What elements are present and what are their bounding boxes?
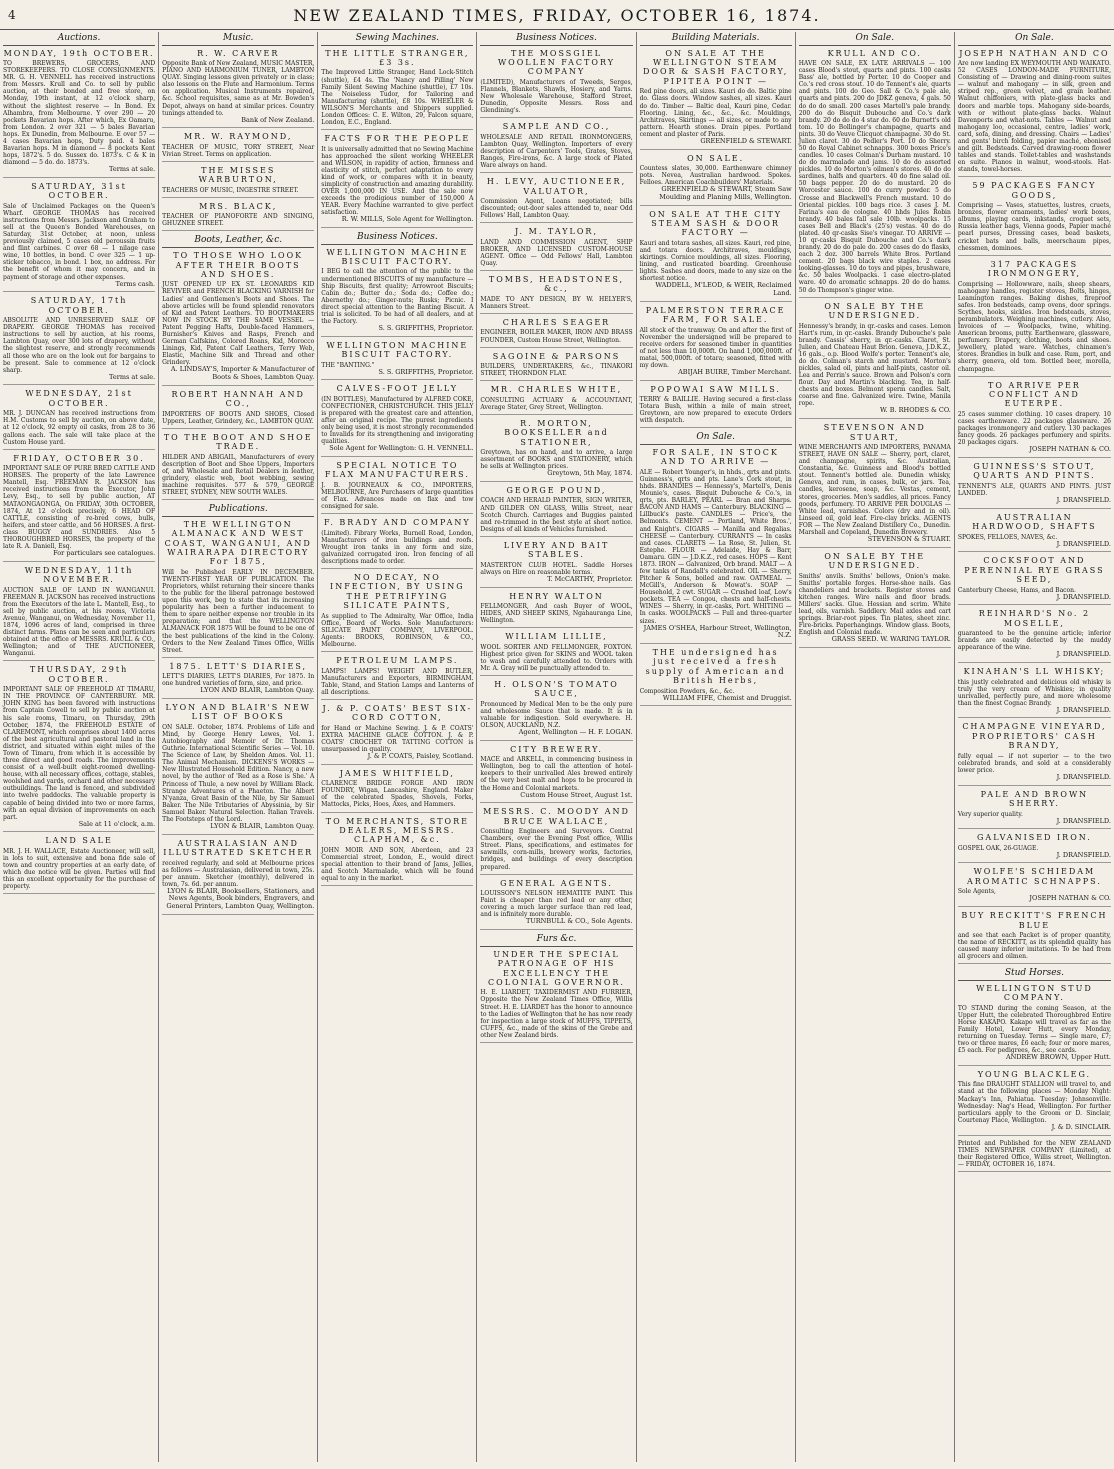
ad-signature: S. S. GRIFFITHS, Proprietor. — [378, 367, 474, 376]
section-heading: Business Notices. — [321, 232, 473, 245]
ad-body: BUILDERS, UNDERTAKERS, &c., TINAKORI STREET, THORNDON FLAT. — [480, 363, 633, 378]
ad-title: LAND SALE — [45, 836, 113, 846]
ad-body: Commission Agent, Loans negotiated; bills discounted; out-door sales attended to, near Odd Fellows' Hall, Lambton Quay. — [480, 198, 633, 220]
ad-signature: LYON & BLAIR, Booksellers, Stationers, and News Agents, Book binders, Engravers, and General Printers, Lambton Quay, Wellington. — [166, 886, 315, 911]
ad-title: SPECIAL NOTICE TO FLAX MANUFACTURERS. — [324, 461, 470, 480]
ad-title: LYON AND BLAIR'S NEW LIST OF BOOKS — [165, 703, 311, 722]
ad-title: THE MOSSGIEL WOOLLEN FACTORY COMPANY — [497, 48, 616, 77]
ad-signature: J. DRANSFIELD. — [1056, 650, 1111, 659]
ad-body: HAVE ON SALE, EX LATE ARRIVALS — 100 cases Blood's stout, quarts and pints. 100 casks Bass' ale, bottled by Porter. 10 do Cooper and Co.'s red cross stout. 10 do Tennent's ale, quarts and pints. 100 do Geo. Sall & Co.'s pale ale, quarts and pints. 200 do JDKZ geneva, 4 gals. 50 do do do small. 200 cases Martell's pale brandy. 200 do do Bisquit Dubouche and Co.'s dark brandy. 20 do do do 4 star do. 60 do Burnett's old tom. 10 do Bollinger's champagne, quarts and pints. 30 do Veuve Clicquot champagne. 30 do St. Julien claret. 30 do Pedler's Port. 10 do Sherry. 50 do Royal Cabinet schnapps. 300 boxes Price's candles. 10 cases Colman's Durham mustard. 10 do do marmalade and jams. 10 do do assorted pickles. 10 do Morton's oilmen's stores. 40 do do sardines, halfs and quarters. 40 do fine salad oil. 50 bags pepper. 20 do do mustard. 20 do Worcester sauce. 100 do curry powder. 5 do Crosse and Blackwell's French mustard. 10 do Oriental pickles. 100 bags rice. 3 cases J. M. Farina's eau de cologne. 40 hhds Jules Robin brandy. 40 bales fall sale 10lb. woolpacks. 15 cases Bell and Black's (25's) vestas. 40 do do plated. 40 qr-casks Sise's vinegar. TO ARRIVE — 10 qr-casks Bisquit Dubouche and Co.'s dark brandy. 20 do do pale do. 200 cases do do flasks, each 2 doz. 300 barrels White Bros. Portland cement. 20 bags black wire staples. 2 cases looking-glasses. 10 do toys and pipes, brushware, &c. 50 bales Woolpacks. 1 case electro-plated ware. 40 do aromatic schnapps. 20 do do hams. 50 do Thompson's ginger wine. — [798, 60, 951, 294]
section-heading: Boots, Leather, &c. — [162, 235, 314, 248]
ad-title: GALVANISED IRON. — [977, 833, 1092, 843]
ad-body: JOHN MOIR AND SON, Aberdeen, and 23 Commercial street, London, E., would direct special attention to their brand of Jams, Jellies, and Scotch Marmalade, which will be found equal to any in the market. — [321, 846, 474, 883]
advertisement — [162, 166, 314, 198]
ad-body: Very superior quality. — [957, 810, 1023, 818]
advertisement — [162, 839, 314, 915]
advertisement — [162, 202, 314, 232]
ad-title: FRIDAY, OCTOBER 30. — [13, 453, 145, 463]
advertisement — [958, 667, 1111, 718]
advertisement — [958, 1070, 1111, 1136]
advertisement — [3, 454, 155, 562]
ad-signature: J. & P. COATS, Paisley, Scotland. — [367, 752, 474, 761]
ad-body: MR. J. H. WALLACE, Estate Auctioneer, will sell, in lots to suit, extensive and bona fide sale of town and country properties at an early date, of which due notice will be given. Parties will find this an excellent opportunity for the purchase of property. — [3, 847, 156, 891]
ad-body: Red pine doors, all sizes. Kauri do do. Baltic pine do. Glass doors. Window sashes, all sizes. Kauri do do. Timber — Baltic deal, Kauri pine, Cedar. Flooring. Lining, &c., &c., &c. Mouldings, Architraves, Skirtings — all sizes, or made to any pattern. Hearth stones. Drain pipes. Portland cement and plaster of Paris. — [639, 88, 792, 138]
page-number: 4 — [8, 8, 16, 22]
ad-title: CHAMPAGNE VINEYARD, PROPRIETORS' CASH BRANDY, — [962, 722, 1107, 751]
ad-signature: Terms cash. — [115, 279, 156, 288]
advertisement — [958, 381, 1111, 458]
ad-title: H. LEVY, AUCTIONEER, VALUATOR, — [486, 177, 627, 196]
advertisement — [480, 385, 632, 415]
masthead — [0, 0, 1114, 30]
ad-body: ON SALE. October, 1874. Problems of Life and Mind, by George Henry Lewes, Vol. 1. Autobiography and Memoir of Dr. Thomas Guthrie. International Scientific Series — Vol. 10. The Science of Law, by Sheldon Amos. Vol. 11. The Animal Mechanism. DICKENS'S WORKS — New Illustrated Household Edition. Nancy, a new novel, by the author of 'Red as a Rose is She.' A Princess of Thule, a new novel by William Black. Strange Adventures of a Phaeton. The Albert N'yanza, Great Basin of the Nile, by Sir Samuel Baker. The Nile Tributaries of Abyssinia, by Sir Samuel Baker. Natural Selection. Italian Travels. The Footsteps of the Lord. — [162, 723, 315, 823]
ad-title: F. BRADY AND COMPANY — [324, 518, 471, 528]
advertisement — [3, 182, 155, 292]
ad-body: fully equal — if not superior — to the two celebrated brands, and sold at a considerably lower price. — [957, 752, 1111, 774]
ad-title: PALMERSTON TERRACE FARM, FOR SALE. — [645, 305, 786, 325]
ad-body: Canterbury Cheese, Hams, and Bacon. — [957, 586, 1076, 594]
ad-title: POPOWAI SAW MILLS. — [650, 384, 781, 394]
ad-body: Will be Published EARLY IN DECEMBER. TWENTY-FIRST YEAR OF PUBLICATION. The Proprietors, whilst returning their sincere thanks to the public for the liberal patronage bestowed upon this work, beg to state that its increasing popularity has been a further inducement to them to spare neither expense nor trouble in its preparation; and that the WELLINGTON ALMANACK FOR 1875 Will be found to be one of the best publications of the kind in the Colony. Orders to the New Zealand Times Office, Willis Street. — [162, 568, 315, 654]
ad-title: THE LITTLE STRANGER, £3 3s. — [325, 48, 470, 68]
advertisement — [799, 49, 951, 298]
ad-signature: A. LINDSAY'S, Importer & Manufacturer of Boots & Shoes, Lambton Quay. — [170, 365, 315, 381]
advertisement — [3, 566, 155, 662]
advertisement — [958, 181, 1111, 255]
ad-signature: J. DRANSFIELD. — [1056, 773, 1111, 782]
advertisement — [480, 592, 632, 629]
ad-title: UNDER THE SPECIAL PATRONAGE OF HIS EXCELLENCY THE COLONIAL GOVERNOR. — [488, 949, 625, 987]
ad-body: (LIMITED), Manufacturers of Tweeds, Serges, Flannels, Blankets, Shawls, Hosiery, and Yarns. New Wholesale Warehouse, Stafford Street, Dunedin, Opposite Messrs. Ross and Glendining's. — [480, 78, 633, 115]
ad-title: ON SALE. — [687, 153, 745, 163]
advertisement — [480, 879, 632, 930]
advertisement — [958, 1140, 1111, 1172]
advertisement — [480, 680, 632, 741]
column-3 — [318, 32, 477, 1462]
ad-signature: GREENFIELD & STEWART. — [700, 136, 792, 145]
ad-signature: Sole Agent for Wellington: G. H. VENNELL. — [329, 444, 474, 453]
ad-title: TO MERCHANTS, STORE DEALERS, MESSRS. CLAPHAM, &c. — [325, 816, 469, 845]
ad-body: LOUISSON'S NELSON HEMATITE PAINT. This Paint is cheaper than red lead or any other, covering a much larger surface than red lead, and is infinitely more durable. — [480, 890, 633, 919]
advertisement — [321, 704, 473, 765]
advertisement — [321, 573, 473, 652]
ad-body: The Improved Little Stranger, Hand Lock-Stitch (shuttle), £4 4s. The 'Nancy and Pilling' New Family Silent Sewing Machine (shuttle), £7 10s. The Noiseless Tudor, for Tailoring and Manufacturing (shuttle), £8 10s. WHEELER & WILSON'S Merchants and Shippers supplied. London Offices: C. E. Wilton, 29, Falcon square, London, E.C., England. — [321, 69, 474, 127]
ad-title: KINAHAN'S LL WHISKY; — [963, 667, 1106, 677]
ad-signature: J. DRANSFIELD. — [1056, 816, 1111, 825]
ad-title: REINHARD'S No. 2 MOSELLE, — [978, 609, 1091, 628]
ad-title: R. MORTON, BOOKSELLER and STATIONER, — [504, 418, 609, 447]
ad-title: ON SALE BY THE UNDERSIGNED. — [824, 301, 926, 321]
ad-title: ON SALE BY THE UNDERSIGNED. — [824, 551, 926, 571]
ad-body: As supplied to The Admiralty, War Office, India Office, Board of Works. Sole Manufacturers: SILICATE PAINT COMPANY, LIVERPOOL. Agents: BROOKS, ROBINSON, & CO., Melbourne. — [321, 612, 474, 649]
ad-title: 317 PACKAGES IRONMONGERY, — [987, 259, 1082, 279]
ad-title: WELLINGTON MACHINE BISCUIT FACTORY. — [326, 247, 469, 267]
ad-title: AUSTRALASIAN AND ILLUSTRATED SKETCHER — [163, 838, 314, 858]
ad-body: Printed and Published for the NEW ZEALAND TIMES NEWSPAPER COMPANY (Limited), at their Registered Office, Willis street, Wellington. — FRIDAY, OCTOBER 16, 1874. — [957, 1139, 1111, 1168]
ad-body: TO BREWERS, GROCERS, AND STOREKEEPERS. TO CLOSE CONSIGNMENTS. MR. G. H. VENNELL has received instructions from Messrs. Krull and Co. to sell by public auction, at their bonded and free store, on Monday, 19th instant, at 12 o'clock sharp, without the slightest reserve — In Bond. Ex Alhambra, from Melbourne. Y over 290 — 20 pockets Bavarian hops. After which, Ex Oamaru, from London. 2 over 321 — 5 bales Bavarian hops. Ex Dunedin, from Melbourne. E over 57 — 4 cases Bavarian hops, Duty paid. 4 bales Bavarian hops. M in diamond — 8 pockets Kent hops, 1872's. 5 do. Sussex do. 1873's. C & K in diamond — 5 do. do. 1873's. — [3, 60, 156, 167]
ad-body: TEACHER OF MUSIC, TORY STREET, Near Vivian Street. Terms on application. — [162, 143, 315, 158]
ad-signature: Bank of New Zealand. — [241, 115, 315, 124]
ad-title: ON SALE AT THE CITY STEAM SASH & DOOR FACTORY — — [649, 209, 783, 238]
ad-title: CHARLES SEAGER — [502, 318, 611, 328]
ad-body: WINE MERCHANTS AND IMPORTERS, PANAMA STREET, HAVE ON SALE — Sherry, port, claret, and champagne, spirits, &c. Australian, Constantia, &c. Guinness and Blood's bottled stout. Tennent's bottled ale. Dunedin whisky, Geneva, and rum, in cases, bulk, or jars. Tea, candles, kerosene, soap, &c. Vestas, cement, stores, groceries. Men's saddles, all prices. Fancy goods, perfumery. TO ARRIVE PER DOUGLAS — White lead, varnishes. Colors (dry and in oil). Linseed oil, gold leaf. Fire-clay bricks. AGENTS FOR — The New Zealand Distillery Co., Dunedin. Marshall and Copeland, Dunedin Brewery. — [798, 443, 951, 536]
section-heading: Business Notices. — [480, 33, 632, 46]
ad-body: TEACHERS OF MUSIC, INGESTRE STREET. — [162, 186, 299, 194]
ad-body: H. E. LIARDET, TAXIDERMIST AND FURRIER, Opposite the New Zealand Times Office, Willis Street. H. E. LIARDET has the honor to announce to the Ladies of Wellington that he has now ready for inspection a large stock of MUFFS, TIPPETS, CUFFS, &c., made of the skins of the Grebe and other New Zealand birds. — [480, 989, 633, 1039]
ad-signature: For particulars see catalogues. — [53, 549, 156, 558]
ad-body: TENNENT'S ALE, QUARTS AND PINTS. JUST LANDED. — [957, 482, 1111, 497]
ad-title: GUINNESS'S STOUT, QUARTS AND PINTS. — [973, 461, 1096, 481]
advertisement — [162, 251, 314, 386]
ad-title: BUY RECKITT'S FRENCH BLUE — [961, 911, 1108, 930]
ad-body: (Limited). Fibrary Works, Burnell Road, London, Manufacturers of iron buildings and roofs. Wrought iron tanks in any form and size, galvanized corrugated iron. Iron fencing of all descriptions made to order. — [321, 529, 474, 565]
advertisement — [321, 769, 473, 813]
ad-body: TEACHER OF PIANOFORTE AND SINGING, GHUZNEE STREET. — [162, 213, 315, 228]
ad-body: Smiths' anvils. Smiths' bellows, Onion's make. Smiths' portable forges. Horse-shoe nails. Gas chandeliers and brackets. Register stoves and kitchen ranges. Wire nails and floor brads. Millers' sacks. Glue. Hessian and scrim. White lead, oils, varnish. Saddlery. Mail axles and cart springs. Briar-root pipes. Tin plates, sheet zinc. Fire-bricks. Paperhangings. Window glass. Boots, English and Colonial made. — [798, 572, 951, 637]
ad-body: J. B. JOURNEAUX & CO., IMPORTERS, MELBOURNE, Are Purchasers of large quantities of Flax. Advances made on flax and tow consigned for sale. — [321, 481, 474, 511]
ad-body: CONSULTING ACTUARY & ACCOUNTANT, Average Stater, Grey Street, Wellington. — [480, 396, 633, 411]
advertisement — [162, 132, 314, 162]
ad-title: MONDAY, 19th OCTOBER. — [3, 48, 155, 58]
advertisement — [321, 656, 473, 700]
ad-title: MR. W. RAYMOND, — [184, 132, 293, 142]
ad-body: received regularly, and sold at Melbourne prices as follows — Australasian, delivered in town, 25s. per annum. Sketcher (monthly), delivered in town, 7s. 6d. per annum. — [162, 859, 315, 888]
ad-title: SAGOINE & PARSONS — [492, 351, 621, 361]
ad-title: WILLIAM LILLIE, — [505, 632, 608, 642]
ad-title: CITY BREWERY. — [510, 744, 603, 754]
ad-title: R. W. CARVER — [197, 48, 280, 58]
advertisement — [321, 384, 473, 457]
advertisement — [958, 833, 1111, 863]
ad-body: LETT'S DIARIES, LETT'S DIARIES, For 1875. In one hundred varieties of form, size, and price. — [162, 673, 315, 688]
ad-title: SAMPLE AND CO., — [502, 122, 611, 132]
ad-title: TO THE BOOT AND SHOE TRADE. — [163, 432, 313, 452]
advertisement — [162, 49, 314, 129]
ad-title: ON SALE AT THE WELLINGTON STEAM DOOR & SASH FACTORY, PIPITEA POINT — — [643, 48, 789, 86]
ad-body: IMPORTANT SALE OF PURE BRED CATTLE AND HORSES. The property of the late Lawrence Mantell, Esq. FREEMAN R. JACKSON has received instructions from the Executor, John Levy, Esq., to sell by public auction, AT MATAONGAONGA, On FRIDAY, 30th OCTOBER, 1874, At 12 o'clock precisely, 6 HEAD OF CATTLE, consisting of re-bred cows, bulls, heifers, and steer cattle, and 56 HORSES. A first-class BUGGY and SUNDRIES. Also 5 THOROUGHBRED HORSES, the property of the late R. A. Daniell, Esq. — [3, 465, 156, 550]
section-heading: Building Materials. — [640, 33, 792, 46]
advertisement — [321, 49, 473, 131]
ad-signature: WILLIAM FIFE, Chemist and Druggist. — [662, 693, 792, 702]
ad-signature: TURNBULL & CO., Sole Agents. — [525, 917, 633, 926]
ad-signature: S. S. GRIFFITHS, Proprietor. — [378, 324, 474, 333]
ad-body: WOOL SORTER AND FELLMONGER, FOXTON. Highest price given for SKINS and WOOL taken to wash and carefully attended to. Orders with Mr. A. Gray will be punctually attended to. — [480, 643, 633, 672]
ad-body: IMPORTERS OF BOOTS AND SHOES, Closed Uppers, Leather, Grindery, &c., LAMBTON QUAY. — [162, 410, 315, 425]
ad-title: THURSDAY, 29th OCTOBER. — [29, 665, 129, 684]
ad-body: FELLMONGER, And cash Buyer of WOOL, HIDES, AND SHEEP SKINS, Ngahauranga Line, Wellington. — [480, 602, 633, 625]
section-heading: Music. — [162, 33, 314, 46]
ad-body: Sale of Unclaimed Packages on the Queen's Wharf. GEORGE THOMAS has received instructions from Messrs. Jackson and Graham to sell at the Queen's Bonded Warehouses, on Saturday, 31st October, at noon, unless previously claimed, 5 cases old peroussin fruits and flint carbines. C over 68 — 1 nilage case wine, 10 bottles, in bond. C over 325 — 1 up-sticker tobacco, in bond. 1 box, no address. For the benefit of whom it may concern, and in payment of storage and other expenses. — [3, 202, 156, 281]
ad-title: MR. CHARLES WHITE, — [490, 385, 623, 395]
ad-body: AUCTION SALE OF LAND IN WANGANUI. FREEMAN R. JACKSON has received instructions from the Executors of the late L. Mantell, Esq., to sell by public auction, at his rooms, Victoria Avenue, Wanganui, on Wednesday, November 11, 1874, 1096 acres of land, comprised in three distinct farms. Plans can be seen and particulars obtained at the office of MESSRS. KRULL & CO., Wellington; and of THE AUCTIONEER, Wanganui. — [3, 586, 156, 658]
column-2 — [159, 32, 318, 1462]
ad-body: ABSOLUTE AND UNRESERVED SALE OF DRAPERY. GEORGE THOMAS has received instructions to sell by auction, at his rooms, Lambton Quay, over 300 lots of drapery, without the slightest reserve, and strongly recommends all those who are on the look out for bargains to be present. Sale to commence at 12 o'clock sharp. — [3, 317, 156, 374]
ad-body: Sole Agents, — [957, 888, 996, 896]
ad-title: THE MISSES WARBURTON, — [198, 165, 278, 185]
column-5 — [637, 32, 796, 1462]
advertisement — [3, 836, 155, 894]
advertisement — [321, 248, 473, 337]
ad-signature: JOSEPH NATHAN & CO. — [1029, 894, 1111, 903]
ad-body: JUST OPENED UP EX ST. LEONARDS KID REVIVER and FRENCH BLACKING VARNISH for Ladies' and Gentlemen's Boots and Shoes. The above articles will be found splendid renovators of Kid and Patent Leathers. TO BOOTMAKERS NOW IN STOCK BY THE SAME VESSEL — Patent Pegging Hafts, Double-faced Hammers, Burnisher's Knives and Rasps, French and German Calfskins, Colored Roans, Kid, Morocco Linings, Kid, Patent Calf Leathers, Terry Web, Elastic, Machine Silk and Thread and other Grindery. — [162, 281, 315, 367]
advertisement — [640, 385, 792, 429]
ad-body: (IN BOTTLES), Manufactured by ALFRED COKE, CONFECTIONER, CHRISTCHURCH. THIS JELLY is prepared with the greatest care and attention, after an original recipe. The purest ingredients only being used, it is most strongly recommended to Invalids for its strengthening and invigorating qualities. — [321, 395, 474, 446]
advertisement — [640, 648, 792, 706]
ad-body: MASTERTON CLUB HOTEL. Saddle Horses always on Hire on reasonable terms. — [480, 561, 633, 576]
advertisement — [958, 984, 1111, 1066]
ad-title: JOSEPH NATHAN AND CO — [959, 48, 1110, 58]
column-7 — [955, 32, 1114, 1462]
ad-signature: Agent, Wellington — H. F. LOGAN. — [518, 728, 633, 737]
ad-signature: Terms at sale. — [109, 165, 156, 174]
ad-signature: LYON & BLAIR, Lambton Quay. — [210, 821, 315, 830]
ad-title: FACTS FOR THE PEOPLE — [324, 134, 471, 144]
advertisement — [321, 518, 473, 569]
advertisement — [162, 520, 314, 658]
ad-body: WHOLESALE AND RETAIL IRONMONGERS, Lambton Quay, Wellington. Importers of every description of Carpenters' Tools, Grates, Stoves, Ranges, Fire-irons, &c. A large stock of Plated Ware always on hand. — [480, 133, 633, 170]
ad-body: 25 cases summer clothing. 10 cases drapery. 10 cases earthenware. 22 packages glassware. 26 packages ironmongery and cutlery. 130 packages fancy goods. 26 packages perfumery and spirits. 20 packages cigars. — [957, 410, 1111, 447]
advertisement — [480, 227, 632, 271]
advertisement — [799, 423, 951, 548]
ad-body: HILDER AND ABIGAIL, Manufacturers of every description of Boot and Shoe Uppers, Importers of, and Wholesale and Retail Dealers in leather, grindery, elastic web, boot webbing, sewing machine requisites. 577 & 579, GEORGE STREET, SYDNEY, NEW SOUTH WALES. — [162, 453, 315, 496]
ad-title: J. & P. COATS' BEST SIX-CORD COTTON, — [322, 703, 473, 723]
advertisement — [480, 486, 632, 537]
advertisement — [480, 275, 632, 314]
advertisement — [480, 419, 632, 482]
advertisement — [958, 911, 1111, 964]
ad-title: GENERAL AGENTS. — [500, 878, 613, 888]
page-title: NEW ZEALAND TIMES, FRIDAY, OCTOBER 16, 1874. — [293, 6, 821, 25]
advertisement — [640, 210, 792, 302]
ad-title: WELLINGTON STUD COMPANY. — [976, 983, 1093, 1003]
ad-body: ALE — Robert Younger's, in hhds., qrts and pints. Guinness's, qrts and pts. Lane's Cork stout, in hhds. BRANDIES — Hennessy's, Martell's, Denis Mounie's, cases. Bisquit Dubouche & Co.'s, in qrts, pts. BARLEY, PEARL — Bran and Sharps. BACON AND HAMS — Canterbury. BLACKING — Lillbuck's paste. CANDLES — Price's, the Belmonts. CEMENT — Portland, White Bros.', and Knight's. CIGARS — Manilla and Regalias. CHEESE — Canterbury. CURRANTS — In casks and cases. CLARETS — La Rose, St. Julien, St. Estephe. FLOUR — Adelaide, Hay & Barr, Oamaru. GIN — J.D.K.Z., red cases. HOPS — Kent 1873. IRON — Galvanized, Orb brand. MALT — A few tanks of Randall's celebrated. OIL — Sherry, Pitcher & Sons, boiled and raw. OATMEAL — McGill's, Anderson & Mowat's. SOAP — Household, 2 cwt. SUGAR — Crushed loaf, Low's pockets. TEA — Congou, chests and half-chests. WINES — Sherry, in qr.-casks, Port. WHITING — In casks. WOOLPACKS — Full and three-quarter sizes. — [639, 468, 792, 625]
ad-signature: GREENFIELD & STEWART, Steam Saw Moulding and Planing Mills, Wellington. — [659, 185, 792, 201]
section-heading: Sewing Machines. — [321, 33, 473, 46]
section-heading: Stud Horses. — [958, 968, 1111, 981]
ad-body: and see that each Packet is of proper quantity, the name of RECKITT, as its splendid quality has caused many inferior imitations. To be had from all grocers and oilmen. — [957, 931, 1111, 961]
advertisement — [480, 745, 632, 803]
ad-body: Are now landing EX WEYMOUTH AND WAIKATO. 52 CASES LONDON-MADE FURNITURE, Consisting of — Drawing and dining-room suites — walnut and mahogany — in silk, green and striped rep., green velvet, and grain leather. Walnut chiffoniers, with plate-glass backs and doors and marble tops. Mahogany side-boards, with or without plate-glass backs. Walnut Davenports and what-nots. Tables — Walnut and mahogany loo, occasional, centre, ladies' work, card, sofa, dining, and dressing. Chairs — Ladies' and gents' birch folding, papier maché, ebonised and gilt. Bedsteads. Carved drawing-room flower tables and stands. Toilet-tables and washstands en suite. Pianos in walnut, wood-stools. Hat-stands, towel-horses. — [957, 60, 1111, 174]
advertisement — [321, 134, 473, 228]
ad-title: SATURDAY, 31st OCTOBER. — [31, 181, 127, 201]
advertisement — [799, 552, 951, 648]
ad-signature: STEVENSON & STUART. — [867, 534, 951, 543]
advertisement — [799, 302, 951, 419]
ad-title: WEDNESDAY, 11th NOVEMBER. — [24, 565, 134, 585]
advertisement — [640, 448, 792, 644]
ad-body: this justly celebrated and delicious old whisky is truly the very cream of Whiskies; in quality unrivalled, perfectly pure, and more wholesome than the finest Cognac Brandy. — [957, 678, 1111, 707]
ad-title: MESSRS. C. MOODY AND BRUCE WALLACE, — [483, 807, 630, 826]
column-6 — [796, 32, 955, 1462]
advertisement — [321, 341, 473, 381]
ad-body: Comprising — Hollowware, nails, sheep shears, mahogany handles, register stoves, Bolts, hinges, Leamington ranges. Baking dishes, fireproof safes. Iron bedsteads, camp ovens, door springs. Scythes, hooks, sickles. Iron bedsteads, stoves, perambulators. Weighing machines, cutlery. Also, Invoices of — Woolpacks, twine, whiting. American brooms, putty. Earthenware, glassware, perfumery. Drapery, clothing, boots and shoes. Jewellery, plated ware. Watches, chinamen's stores. Brandies in bulk and case. Rum, port, and sherry, geneva, old tom. Bottled beer, morella, champagne. — [957, 280, 1111, 373]
ad-title: TO ARRIVE PER CONFLICT AND EUTERPE. — [988, 380, 1081, 409]
ad-body: This fine DRAUGHT STALLION will travel to, and stand at the following places — Monday Night: Mackay's Inn, Pahiatua. Tuesday: Johnsonville. Wednesday: Nag's Head, Wellington. For further particulars apply to the Groom or D. Sinclair, Courtenay Place, Wellington. — [957, 1081, 1111, 1124]
ad-title: SATURDAY, 17th OCTOBER. — [30, 296, 128, 315]
ad-signature: JOSEPH NATHAN & CO. — [1029, 445, 1111, 454]
advertisement — [958, 260, 1111, 377]
advertisement — [640, 306, 792, 381]
ad-title: PALE AND BROWN SHERRY. — [980, 789, 1089, 809]
ad-body: Countess slates, 30,000. Earthenware chimney pots. Nevea, Australian hardwood. Spokes. Felloes. American Coachbuilders' Materials. — [639, 165, 792, 187]
ad-body: for Hand or Machine Sewing. J. & P. COATS' EXTRA MACHINE GLACE COTTON. J. & P. COATS' CROCHET OR TATTING COTTON is unsurpassed in quality. — [321, 724, 474, 754]
advertisement — [162, 390, 314, 429]
ad-body: Composition Powders, &c., &c. — [639, 687, 735, 695]
ad-body: All stock of the tramway. On and after the first of November the undersigned will be prepared to receive orders for seasoned timber in quantities of not less than 10,000ft. On hand 1,000,000ft. of matai, 500,000ft. of totara; seasoned, fitted with my down. — [639, 326, 792, 369]
advertisement — [3, 296, 155, 385]
column-4 — [477, 32, 636, 1462]
ad-title: FOR SALE, IN STOCK AND TO ARRIVE — — [652, 448, 779, 467]
ad-signature: W. B. RHODES & CO. — [880, 406, 951, 415]
ad-title: TOMBS, HEADSTONES, &c., — [488, 275, 625, 294]
ad-body: MR. J. DUNCAN has received instructions from H.M. Customs to sell by auction, on above date, at 12 o'clock, 92 empty oil casks, from 28 to 36 gallons each. The sale will take place at the Custom House yard. — [3, 410, 156, 446]
ad-title: HENRY WALTON — [509, 591, 604, 601]
ad-title: JAMES WHITFIELD, — [339, 768, 455, 778]
advertisement — [321, 817, 473, 887]
ad-title: COCKSFOOT AND PERENNIAL RYE GRASS SEED, — [964, 556, 1105, 585]
ad-signature: J. & D. SINCLAIR. — [1051, 1122, 1111, 1131]
advertisement — [480, 632, 632, 676]
ad-signature: J. DRANSFIELD. — [1056, 539, 1111, 548]
section-heading: On Sale. — [958, 33, 1111, 46]
section-heading: On Sale. — [640, 432, 792, 445]
ad-title: CALVES-FOOT JELLY — [336, 384, 459, 394]
ad-body: SPOKES, FELLOES, NAVES, &c. — [957, 533, 1058, 541]
ad-title: THE WELLINGTON ALMANACK AND WEST COAST, WANGANUI, AND WAIRARAPA DIRECTORY For 1875, — [164, 519, 312, 567]
ad-title: WEDNESDAY, 21st OCTOBER. — [25, 389, 133, 408]
ad-body: guaranteed to be the genuine article; inferior brands are easily detected by the muddy appearance of the wine. — [957, 630, 1111, 652]
ad-title: THE undersigned has just received a fresh supply of American and British Herbs, — [645, 647, 786, 686]
ad-body: Comprising — Vases, statuettes, lustres, cruets, bronzes, flower ornaments, ladies' work boxes, albums, playing cards, inkstands, croquet sets, Russia leather bags, Vienna goods, Papier maché pearl purses, Dressing cases, bead baskets, cricket bats and balls, meerschaum pipes, chessmen, dominoes. — [957, 202, 1111, 252]
advertisement — [480, 49, 632, 119]
advertisement — [958, 513, 1111, 553]
ad-signature: Sale at 11 o'clock, a.m. — [78, 819, 156, 828]
section-heading: On Sale. — [799, 33, 951, 46]
advertisement — [480, 807, 632, 874]
section-heading: Furs &c. — [480, 934, 632, 947]
advertisement — [958, 556, 1111, 605]
ad-body: TERRY & BAILLIE. Having secured a first-class Totara Bush, within a mile of main street, Greytown, are now prepared to execute Orders with despatch. — [639, 396, 792, 425]
ad-title: STEVENSON AND STUART, — [823, 423, 926, 442]
ad-body: GOSPEL OAK, 26-GUAGE. — [957, 844, 1039, 852]
advertisement — [958, 867, 1111, 907]
ad-body: LAMPS! LAMPS! WEIGHT AND BUTLER, Manufacturers and Exporters, BIRMINGHAM. Table, Stand, and Station Lamps and Lanterns of all descriptions. — [321, 667, 474, 696]
ad-signature: Custom House Street, August 1st. — [520, 790, 633, 799]
ad-body: MADE TO ANY DESIGN, BY W. HELYER'S, Manners Street. — [480, 295, 633, 310]
advertisement — [480, 122, 632, 173]
advertisement — [958, 49, 1111, 178]
ad-signature: GRASS SEED. W. WARING TAYLOR. — [831, 635, 951, 644]
ad-title: TO THOSE WHO LOOK AFTER THEIR BOOTS AND SHOES. — [173, 251, 304, 279]
advertisement — [480, 318, 632, 348]
advertisement — [958, 609, 1111, 663]
ad-signature: ANDREW BROWN, Upper Hutt. — [1005, 1053, 1111, 1062]
ad-signature: J. DRANSFIELD. — [1056, 592, 1111, 601]
ad-title: WELLINGTON MACHINE BISCUIT FACTORY. — [326, 340, 469, 360]
ad-title: 1875. LETT'S DIARIES, — [169, 661, 308, 671]
ad-signature: JAMES O'SHEA, Harbour Street, Wellington, N.Z. — [643, 623, 792, 640]
advertisement — [162, 662, 314, 699]
ad-body: ENGINEER, BOILER MAKER, IRON AND BRASS FOUNDER, Custom House Street, Wellington. — [480, 329, 633, 344]
advertisement — [3, 389, 155, 449]
ad-body: CLARENCE BRIDGE FORGE AND IRON FOUNDRY, Wigan, Lancashire, England. Maker of the celebrated Spades, Shovels, Forks, Mattocks, Picks, Hoes, Axes, and Hammers. — [321, 780, 474, 809]
ad-title: H. OLSON'S TOMATO SAUCE, — [494, 679, 619, 699]
ad-signature: Terms at sale. — [109, 372, 156, 381]
advertisement — [3, 49, 155, 178]
ad-signature: T. McCARTHY, Proprietor. — [547, 574, 633, 583]
ad-title: MRS. BLACK, — [199, 201, 278, 211]
ad-body: THE "BANTING." — [321, 361, 375, 369]
ad-signature: J. DRANSFIELD. — [1056, 496, 1111, 504]
ad-body: It is universally admitted that no Sewing Machine has approached the silent working WHEELER and WILSON, in rapidity of action, firmness and elasticity of stitch, perfect adaptation to every kind of work, or compares with it in beauty, simplicity of construction and amazing durability. OVER 1,000,000 IN USE. And the sale now exceeds the prodigious number of 150,000 A YEAR. Every Machine warranted to give perfect satisfaction. — [321, 145, 474, 217]
column-1 — [0, 32, 159, 1462]
ad-title: J. M. TAYLOR, — [514, 227, 598, 237]
ad-title: PETROLEUM LAMPS. — [336, 656, 459, 666]
advertisement — [162, 433, 314, 500]
ad-signature: J. DRANSFIELD. — [1056, 850, 1111, 859]
ad-signature: Greytown, 5th May, 1874. — [547, 469, 633, 478]
ad-body: Opposite Bank of New Zealand, MUSIC MASTER, PIANO AND HARMONIUM TUNER, LAMBTON QUAY. Singing lessons given privately or in class; also lessons on the Flute and Harmonium. Terms on application. Musical Instruments repaired, &c. School requisites, same as at Mr. Bowden's Depot, always on hand at similar prices. Country tunings attended to. — [162, 60, 315, 117]
ad-title: GEORGE POUND, — [506, 486, 607, 496]
ad-title: KRULL AND CO. — [827, 48, 922, 58]
advertisement — [958, 462, 1111, 509]
ad-signature: WADDELL, M'LEOD, & WEIR, Reclaimed Land. — [655, 281, 792, 297]
ad-title: ROBERT HANNAH AND CO., — [171, 389, 305, 409]
ad-body: IMPORTANT SALE OF FREEHOLD AT TIMARU, IN THE PROVINCE OF CANTERBURY. MR. JOHN KING has been favored with instructions from Captain Cowell to sell by public auction at his sale rooms, Timaru, on Thursday, 29th October, 1874, the FREEHOLD ESTATE of CLAREMONT, which comprises about 1400 acres of the best agricultural and pastoral land in the district, and situated within eight miles of the Town of Timaru, from which it is accessible by three direct and good roads. The improvements consist of a well-built eight-roomed dwelling-house, with all necessary offices, cottage, stables, woolshed and yards, orchard and other necessary outbuildings. The land is fenced, and subdivided into twelve paddocks. The valuable property is capable of being divided into two or more farms, with an equal division of improvements on each part. — [3, 686, 156, 821]
advertisement — [958, 790, 1111, 830]
advertisement — [480, 352, 632, 382]
advertisement — [480, 541, 632, 588]
ad-body: LAND AND COMMISSION AGENT, SHIP BROKER, AND LICENSED CUSTOM-HOUSE AGENT. Office — Odd Fellows' Hall, Lambton Quay. — [480, 238, 633, 267]
advertisement — [480, 177, 632, 223]
ad-title: 59 PACKAGES FANCY GOODS, — [972, 181, 1097, 200]
ad-body: Consulting Engineers and Surveyors. Central Chambers, over the Evening Post office, Willis Street. Plans, specifications, and estimates for sawmills, corn-mills, brewery works, factories, bridges, and buildings of every description prepared. — [480, 828, 633, 871]
advertisement — [640, 49, 792, 150]
advertisement — [3, 665, 155, 832]
advertisement — [162, 703, 314, 835]
ad-body: Greytown, has on hand, and to arrive, a large assortment of BOOKS and STATIONERY, which he sells at Wellington prices. — [480, 449, 633, 471]
advertisement — [640, 154, 792, 206]
ad-signature: R. W. MILLS, Sole Agent for Wellington. — [341, 215, 474, 224]
ad-signature: LYON AND BLAIR, Lambton Quay. — [200, 686, 315, 695]
ad-signature: ABIJAH BUIRE, Timber Merchant. — [678, 367, 792, 376]
ad-title: WOLFE'S SCHIEDAM AROMATIC SCHNAPPS. — [966, 867, 1102, 886]
section-heading: Auctions. — [3, 33, 155, 46]
ad-signature: J. DRANSFIELD. — [1056, 705, 1111, 714]
ad-body: Kauri and totara sashes, all sizes. Kauri, red pine, and totara doors. Architraves, mouldings, skirtings. Cornice mouldings, all sizes. Flooring, lining, and rusticated boarding. Greenhouse lights. Sashes and doors, made to any size on the shortest notice. — [639, 239, 792, 283]
ad-body: Hennessy's brandy, in qr.-casks and cases. Lemon Hart's rum, in qr.-casks. Brandy Dubouche's pale brandy. Cassis' sherry, in qr.-casks. Claret, St. Julien, and Chateau Haut Brion. Geneva, J.D.K.Z., 16 gals., o.p. Blood Wolfe's porter. Tennent's ale, do do. Colman's starch and mustard. Morton's pickles, salad oil, pints and half-pints, castor oil. Lea and Perrin's sauce. Brown and Polson's corn flour. Day and Martin's blacking. Tea, in half-chests and boxes. Belmont sperm candles. Salt, coarse and fine. Galvanized wire. Twine, Manila rope. — [798, 322, 951, 408]
ad-body: Pronounced by Medical Men to be the only pure and wholesome Sauce that is made. It is in valuable for indigestion. Sold everywhere. H. OLSON, AUCKLAND, N.Z. — [480, 700, 633, 730]
ad-title: NO DECAY, NO INFECTION, BY USING THE PETRIFYING SILICATE PAINTS, — [330, 573, 465, 611]
advertisement — [321, 461, 473, 514]
advertisement — [958, 722, 1111, 785]
ad-title: YOUNG BLACKLEG. — [977, 1069, 1092, 1079]
section-heading: Publications. — [162, 504, 314, 517]
advertisement — [480, 950, 632, 1043]
ad-body: TO STAND during the coming Season, at the Upper Hutt, the celebrated Thoroughbred Entire Horse KAKAPO. Kakapo will travel as far as the Family Hotel, Lower Hutt, every Monday, returning on Tuesday. Terms — Single mare, £7; two or three mares, £6 each; four or more mares, £5 each. For pedigrees, &c., see cards. — [957, 1004, 1111, 1055]
ad-body: I BEG to call the attention of the public to the undermentioned BISCUITS of my manufacture — Ship Biscuits, first quality; Arrowroot Biscuits; Cabin do.; Butter do.; Soda do.; Coffee do.; Abernethy do.; Ginger-nuts; Rusks; Picnic. I direct special attention to the Banting Biscuit. A trial is solicited. To be had of all dealers, and at the Factory. — [321, 268, 474, 326]
ad-title: LIVERY AND BAIT STABLES. — [503, 540, 610, 560]
ad-body: COACH AND HERALD PAINTER, SIGN WRITER, AND GILDER ON GLASS, Willis Street, near Scotch Church. Carriages and Buggies painted and re-trimmed in the best style at short notice. Designs of all kinds of Vehicles furnished. — [480, 497, 633, 533]
ad-body: MACE and ARKELL, in commencing business in Wellington, beg to call the attention of hotel-keepers to their unrivalled Ales brewed entirely of the very best malt and hops to be procured in the Home and Colonial markets. — [480, 756, 633, 792]
ad-title: AUSTRALIAN HARDWOOD, SHAFTS — [972, 512, 1097, 532]
